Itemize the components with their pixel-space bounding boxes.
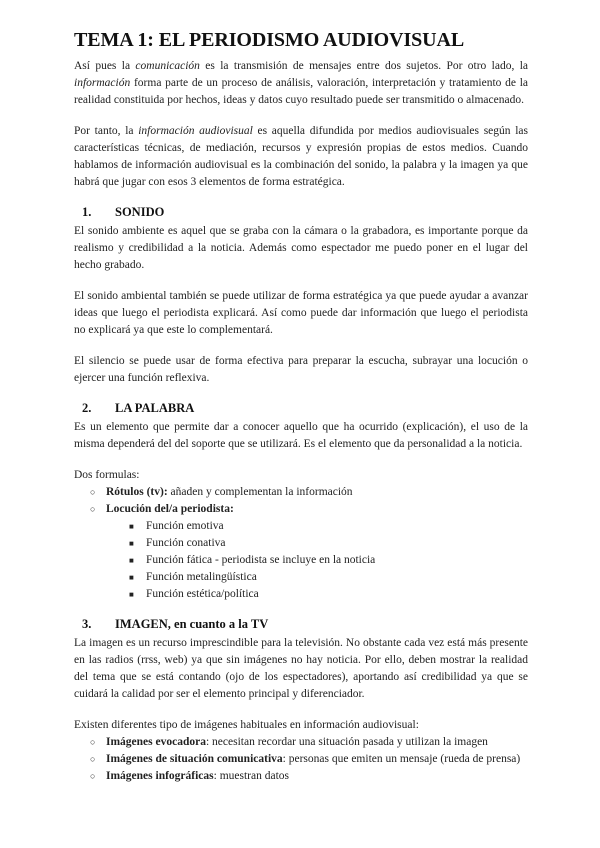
sublist-item: ■ Función emotiva	[74, 518, 528, 535]
section-title: LA PALABRA	[115, 401, 195, 415]
section-number: 1.	[82, 205, 92, 219]
emphasis-informacion-audiovisual: información audiovisual	[138, 125, 253, 137]
section-heading-palabra	[74, 399, 528, 417]
page-title: TEMA 1: EL PERIODISMO AUDIOVISUAL	[74, 29, 465, 51]
section-heading-sonido	[74, 203, 528, 221]
imagen-paragraph-2: Existen diferentes tipo de imágenes habituales en información audiovisual:	[74, 719, 419, 731]
list-item-text: : muestran datos	[213, 770, 290, 782]
list-item-text: : personas que emiten un mensaje (rueda de prensa)	[282, 753, 521, 765]
list-item	[74, 734, 528, 751]
list-item-bold: Imágenes infográficas	[106, 770, 214, 782]
text-run: Así pues la	[74, 60, 136, 72]
imagen-paragraph-1: La imagen es un recurso imprescindible para la televisión. No obstante cada vez está más presente en las radios (rrss, web) ya que sin imágenes no hay noticia. Por ello, deben mostrar la realidad del tema que se está contando (ojo de los espectadores), aportando así credibilidad ya que se cuidará la calidad por ser el elemento principal y diferenciador.	[74, 637, 528, 700]
sublist-item: ■ Función estética/política	[74, 586, 528, 603]
text-run: es aquella difundida por medios audiovisuales según las características técnicas, de mediación, recursos y expresión propias de estos medios. Cuando hablamos de información audiovisual es la combinación del sonido, la palabra y la imagen ya que habrá que jugar con esos 3 elementos de forma estratégica.	[74, 125, 528, 188]
list-item-bold: Imágenes evocadora	[106, 736, 206, 748]
text-run: Por tanto, la	[74, 125, 139, 137]
emphasis-comunicacion: comunicación	[135, 60, 200, 72]
section-number: 3.	[82, 617, 92, 631]
sonido-paragraph-1: El sonido ambiente es aquel que se graba con la cámara o la grabadora, es importante porque da realismo y credibilidad a la noticia. Además como espectador me puedo poner en el lugar del hecho grabado.	[74, 225, 528, 271]
sublist-item: ■ Función conativa	[74, 535, 528, 552]
section-title: SONIDO	[115, 205, 165, 219]
intro-paragraph-1	[74, 58, 528, 109]
sonido-paragraph-3: El silencio se puede usar de forma efectiva para preparar la escucha, subrayar una locución o ejercer una función reflexiva.	[74, 355, 528, 384]
formulas-list	[74, 484, 528, 603]
list-item	[74, 484, 528, 501]
sublist-item: ■ Función fática - periodista se incluye en la noticia	[74, 552, 528, 569]
section-title: IMAGEN, en cuanto a la TV	[115, 617, 269, 631]
list-item-bold: Locución del/a periodista:	[106, 503, 234, 515]
list-item	[74, 501, 528, 603]
list-item	[74, 768, 528, 785]
text-run: forma parte de un proceso de análisis, valoración, interpretación y tratamiento de la realidad constituida por hechos, ideas y datos cuyo resultado puede ser transmitido o almacenado.	[74, 77, 528, 106]
image-types-list	[74, 734, 528, 785]
list-item	[74, 751, 528, 768]
text-run: es la transmisión de mensajes entre dos sujetos. Por otro lado, la	[199, 60, 528, 72]
list-item-bold: Rótulos (tv):	[106, 486, 168, 498]
emphasis-informacion: información	[74, 77, 131, 89]
functions-sublist	[74, 518, 528, 603]
section-heading-imagen	[74, 615, 528, 633]
list-item-text: añaden y complementan la información	[167, 486, 353, 498]
palabra-paragraph-1: Es un elemento que permite dar a conocer aquello que ha ocurrido (explicación), el uso de la misma dependerá del del soporte que se utilizará. Es el elemento que da personalidad a la noticia.	[74, 421, 528, 450]
document-page	[74, 28, 528, 785]
list-item-bold: Imágenes de situación comunicativa	[106, 753, 283, 765]
section-number: 2.	[82, 401, 92, 415]
palabra-paragraph-2: Dos formulas:	[74, 469, 140, 481]
intro-paragraph-2	[74, 123, 528, 191]
sonido-paragraph-2: El sonido ambiental también se puede utilizar de forma estratégica ya que puede ayudar a avanzar ideas que luego el periodista explicará. Así como puede dar información que luego el periodista no explicará ya que este lo complementará.	[74, 290, 528, 336]
list-item-text: : necesitan recordar una situación pasada y utilizan la imagen	[205, 736, 488, 748]
sublist-item: ■ Función metalingüística	[74, 569, 528, 586]
